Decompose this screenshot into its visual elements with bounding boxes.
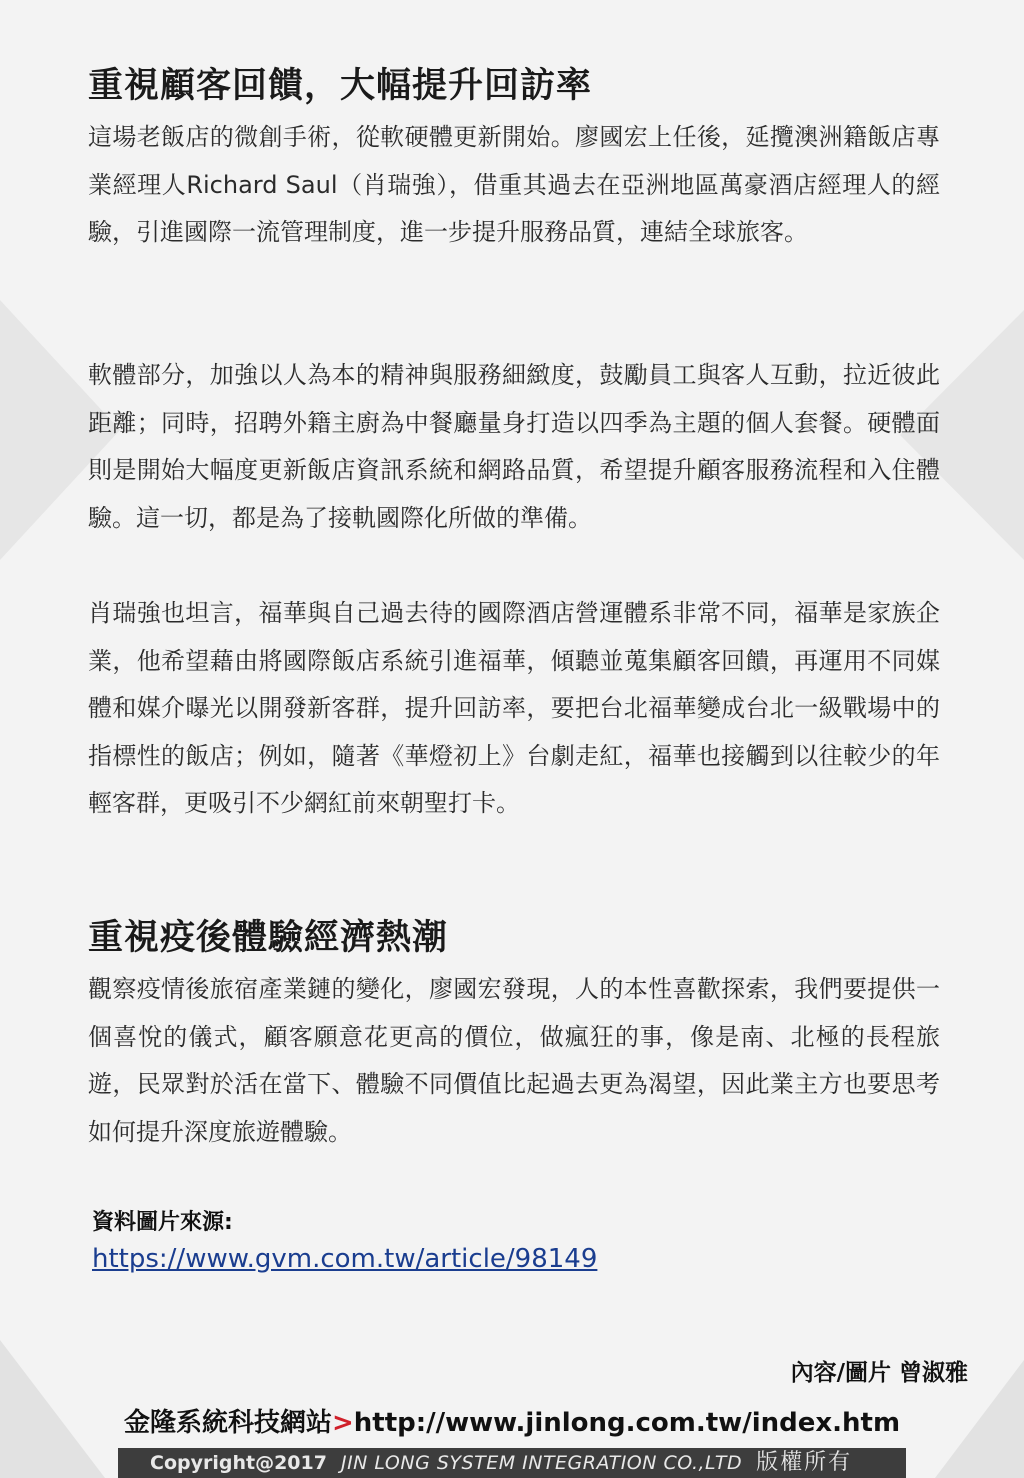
company-name: JIN LONG SYSTEM INTEGRATION CO.,LTD (340, 1452, 743, 1474)
website-label: 金隆系統科技網站 (123, 1408, 332, 1438)
website-link[interactable]: http://www.jinlong.com.tw/index.htm (353, 1408, 901, 1438)
source-link[interactable]: https://www.gvm.com.tw/article/98149 (92, 1244, 598, 1274)
copyright-text: Copyright@2017 (150, 1452, 327, 1474)
rights-text: 版權所有 (756, 1450, 853, 1475)
section1-paragraph-1: 這場老飯店的微創手術，從軟硬體更新開始。廖國宏上任後，延攬澳洲籍飯店專業經理人Richard Saul（肖瑞強），借重其過去在亞洲地區萬豪酒店經理人的經驗，引進國際一流管理制度，進一步提升服務品質，連結全球旅客。 (88, 123, 940, 246)
section2-title: 重視疫後體驗經濟熱潮 (88, 918, 449, 958)
website-line (0, 1402, 1024, 1439)
footer-copyright (150, 1448, 852, 1478)
author-credit: 內容/圖片 曾淑雅 (790, 1360, 968, 1386)
source-label: 資料圖片來源: (92, 1210, 233, 1235)
section1-paragraph-3: 肖瑞強也坦言，福華與自己過去待的國際酒店營運體系非常不同，福華是家族企業，他希望藉由將國際飯店系統引進福華，傾聽並蒐集顧客回饋，再運用不同媒體和媒介曝光以開發新客群，提升回訪率，要把台北福華變成台北一級戰場中的指標性的飯店；例如，隨著《華燈初上》台劇走紅，福華也接觸到以往較少的年輕客群，更吸引不少網紅前來朝聖打卡。 (88, 599, 940, 817)
section2-paragraph-1: 觀察疫情後旅宿產業鏈的變化，廖國宏發現，人的本性喜歡探索，我們要提供一個喜悅的儀式，顧客願意花更高的價位，做瘋狂的事，像是南、北極的長程旅遊，民眾對於活在當下、體驗不同價值比起過去更為渴望，因此業主方也要思考如何提升深度旅遊體驗。 (88, 975, 940, 1146)
website-arrow: > (331, 1408, 354, 1438)
section1-title: 重視顧客回饋，大幅提升回訪率 (88, 66, 593, 106)
section1-paragraph-2: 軟體部分，加強以人為本的精神與服務細緻度，鼓勵員工與客人互動，拉近彼此距離；同時，招聘外籍主廚為中餐廳量身打造以四季為主題的個人套餐。硬體面則是開始大幅度更新飯店資訊系統和網路品質，希望提升顧客服務流程和入住體驗。這一切，都是為了接軌國際化所做的準備。 (88, 361, 940, 532)
